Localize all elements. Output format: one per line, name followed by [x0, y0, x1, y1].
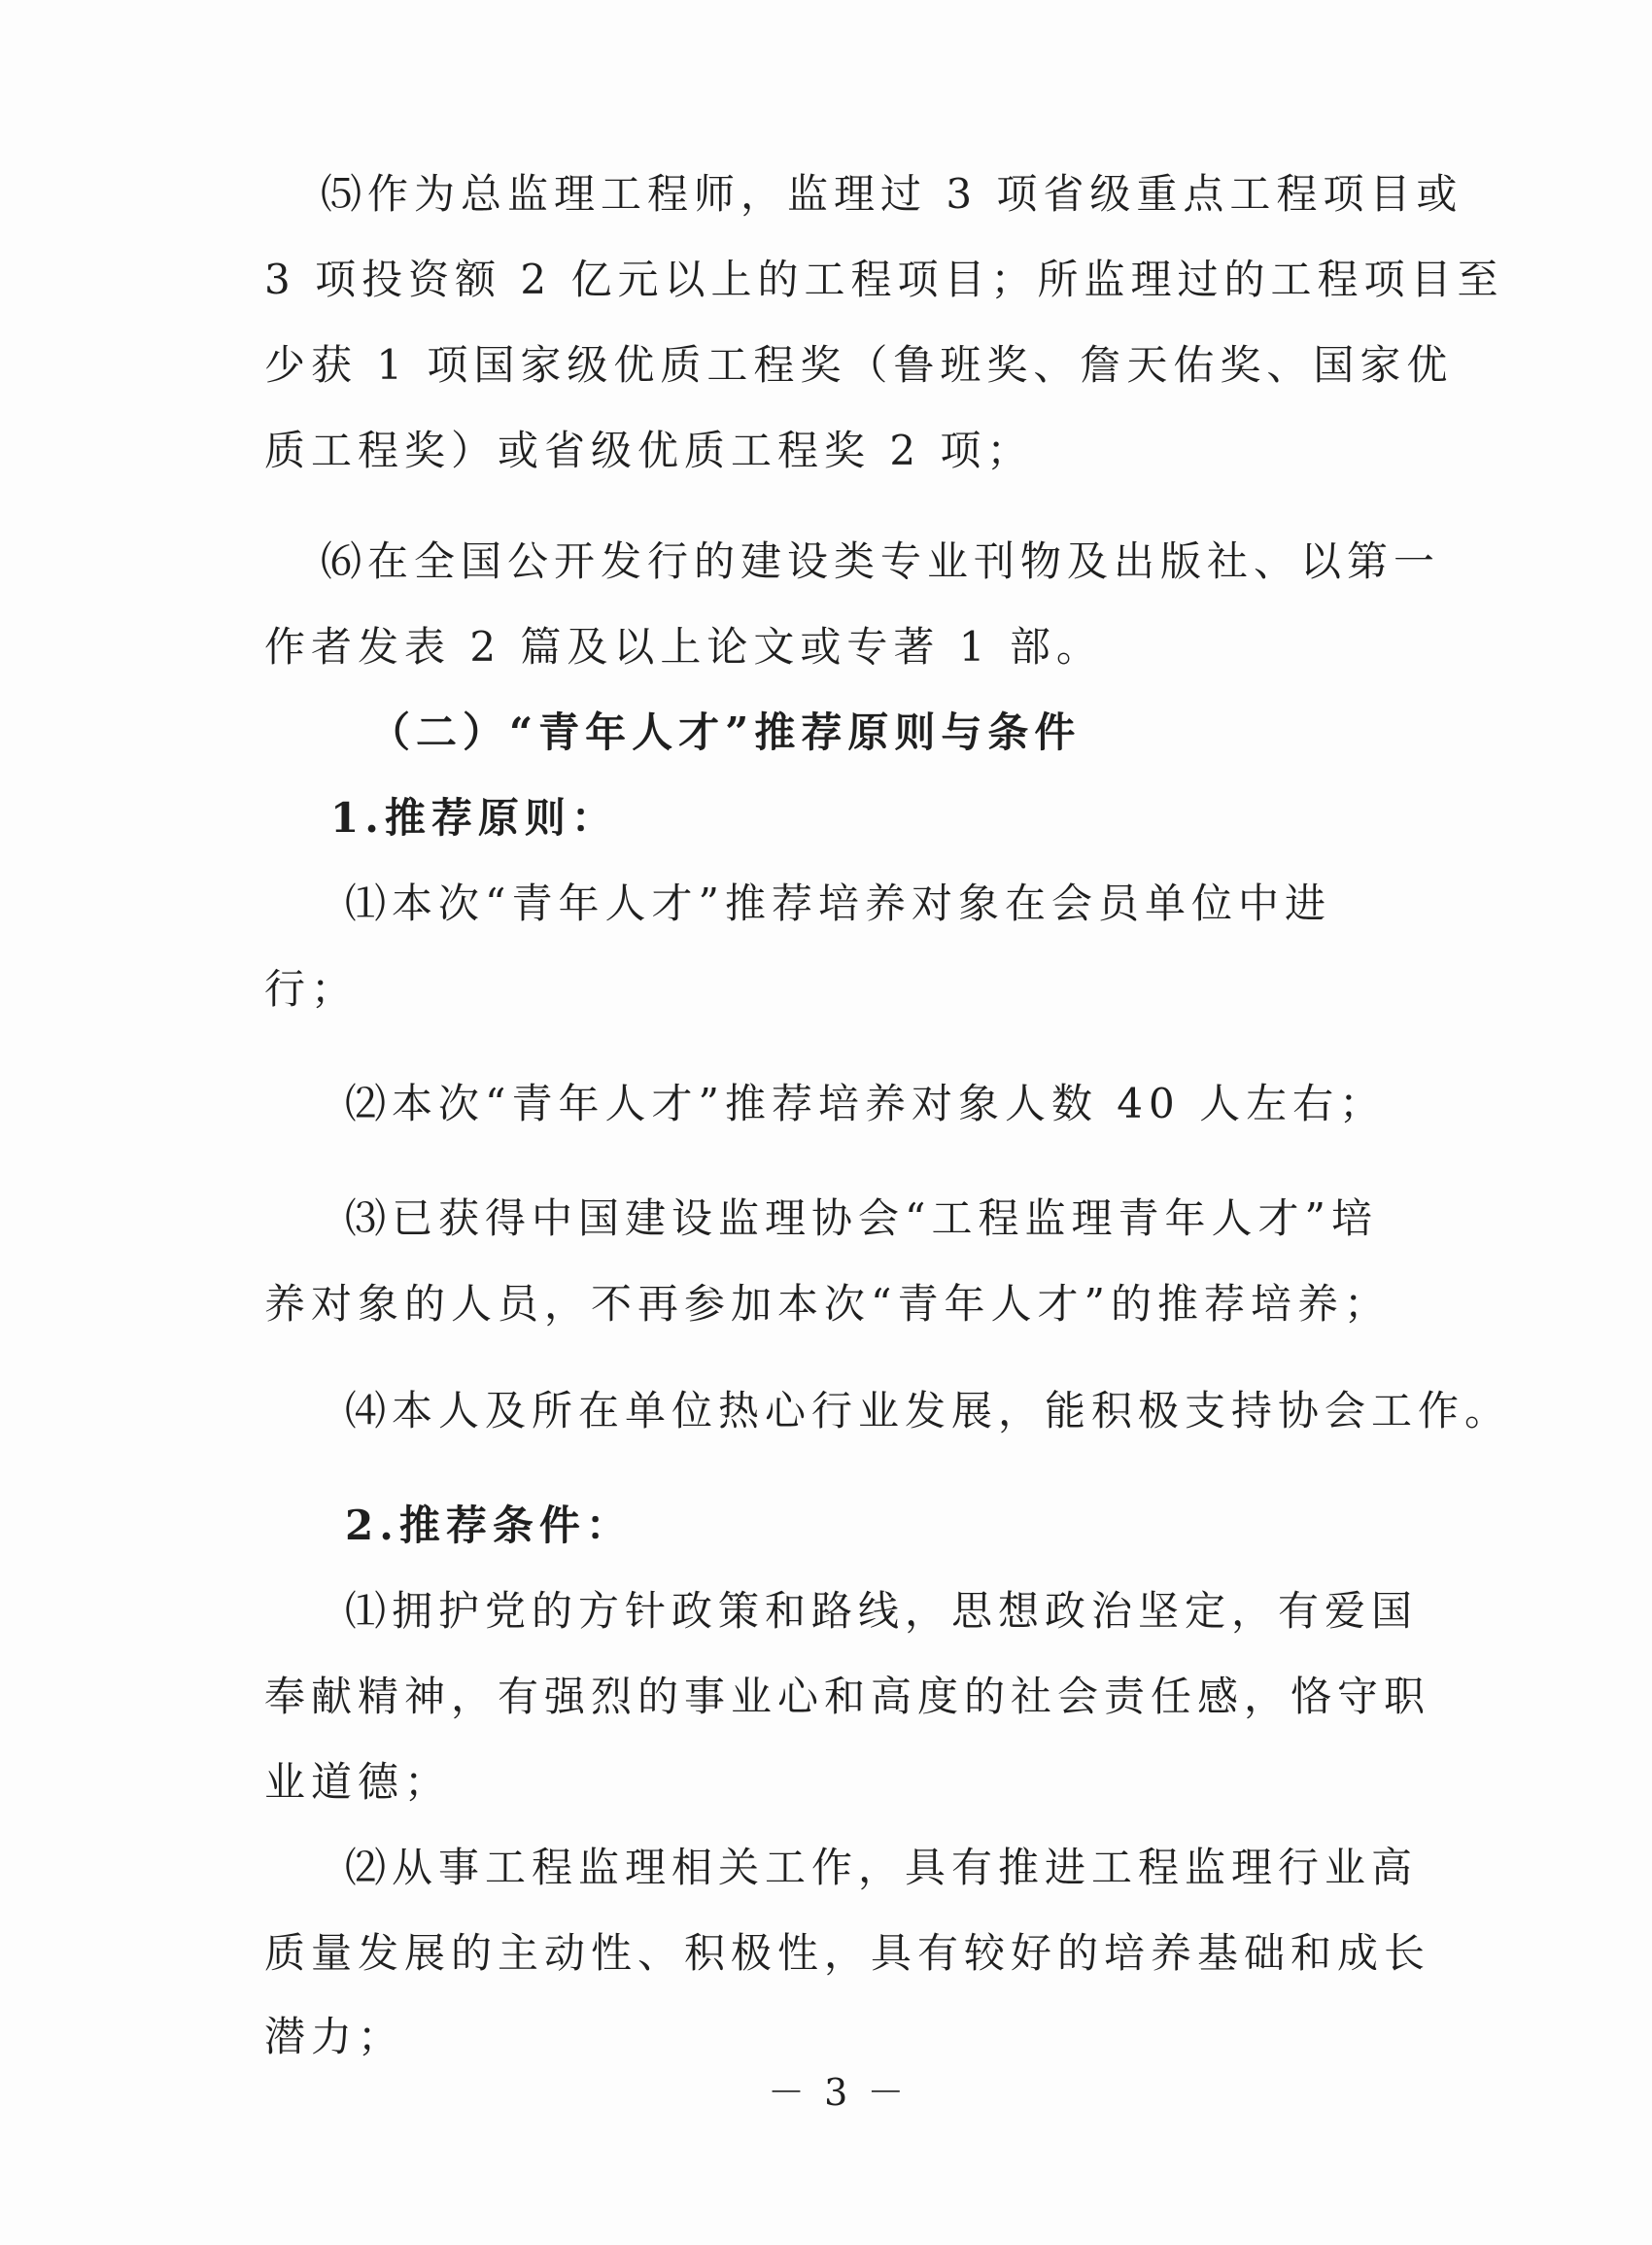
condition-1-line-1: ⑴拥护党的方针政策和路线，思想政治坚定，有爱国	[345, 1587, 1419, 1635]
principle-3-line-2: 养对象的人员，不再参加本次“青年人才”的推荐培养；	[264, 1280, 1391, 1328]
item-6-line-2: 作者发表 2 篇及以上论文或专著 1 部。	[264, 623, 1103, 671]
subheading-principles: 1.推荐原则：	[330, 794, 618, 842]
principle-2: ⑵本次“青年人才”推荐培养对象人数 40 人左右；	[345, 1080, 1387, 1127]
page-number: － 3 －	[768, 2071, 909, 2114]
condition-1-line-2: 奉献精神，有强烈的事业心和高度的社会责任感，恪守职	[264, 1673, 1431, 1720]
item-6-line-1: ⑹在全国公开发行的建设类专业刊物及出版社、以第一	[321, 537, 1441, 585]
condition-2-line-3: 潜力；	[264, 2013, 405, 2060]
condition-2-line-2: 质量发展的主动性、积极性，具有较好的培养基础和成长	[264, 1929, 1431, 1977]
principle-3-line-1: ⑶已获得中国建设监理协会“工程监理青年人才”培	[345, 1194, 1378, 1242]
principle-1-line-1: ⑴本次“青年人才”推荐培养对象在会员单位中进	[345, 880, 1331, 927]
principle-1-line-2: 行；	[264, 965, 359, 1013]
item-5-line-3: 少获 1 项国家级优质工程奖（鲁班奖、詹天佑奖、国家优	[264, 341, 1454, 389]
condition-2-line-1: ⑵从事工程监理相关工作，具有推进工程监理行业高	[345, 1844, 1419, 1891]
item-5-line-1: ⑸作为总监理工程师，监理过 3 项省级重点工程项目或	[321, 170, 1463, 218]
section-heading: （二）“青年人才”推荐原则与条件	[369, 708, 1082, 756]
item-5-line-2: 3 项投资额 2 亿元以上的工程项目；所监理过的工程项目至	[264, 256, 1504, 303]
principle-4: ⑷本人及所在单位热心行业发展，能积极支持协会工作。	[345, 1387, 1512, 1434]
subheading-conditions: 2.推荐条件：	[345, 1502, 633, 1549]
condition-1-line-3: 业道德；	[264, 1758, 452, 1806]
item-5-line-4: 质工程奖）或省级优质工程奖 2 项；	[264, 427, 1034, 474]
